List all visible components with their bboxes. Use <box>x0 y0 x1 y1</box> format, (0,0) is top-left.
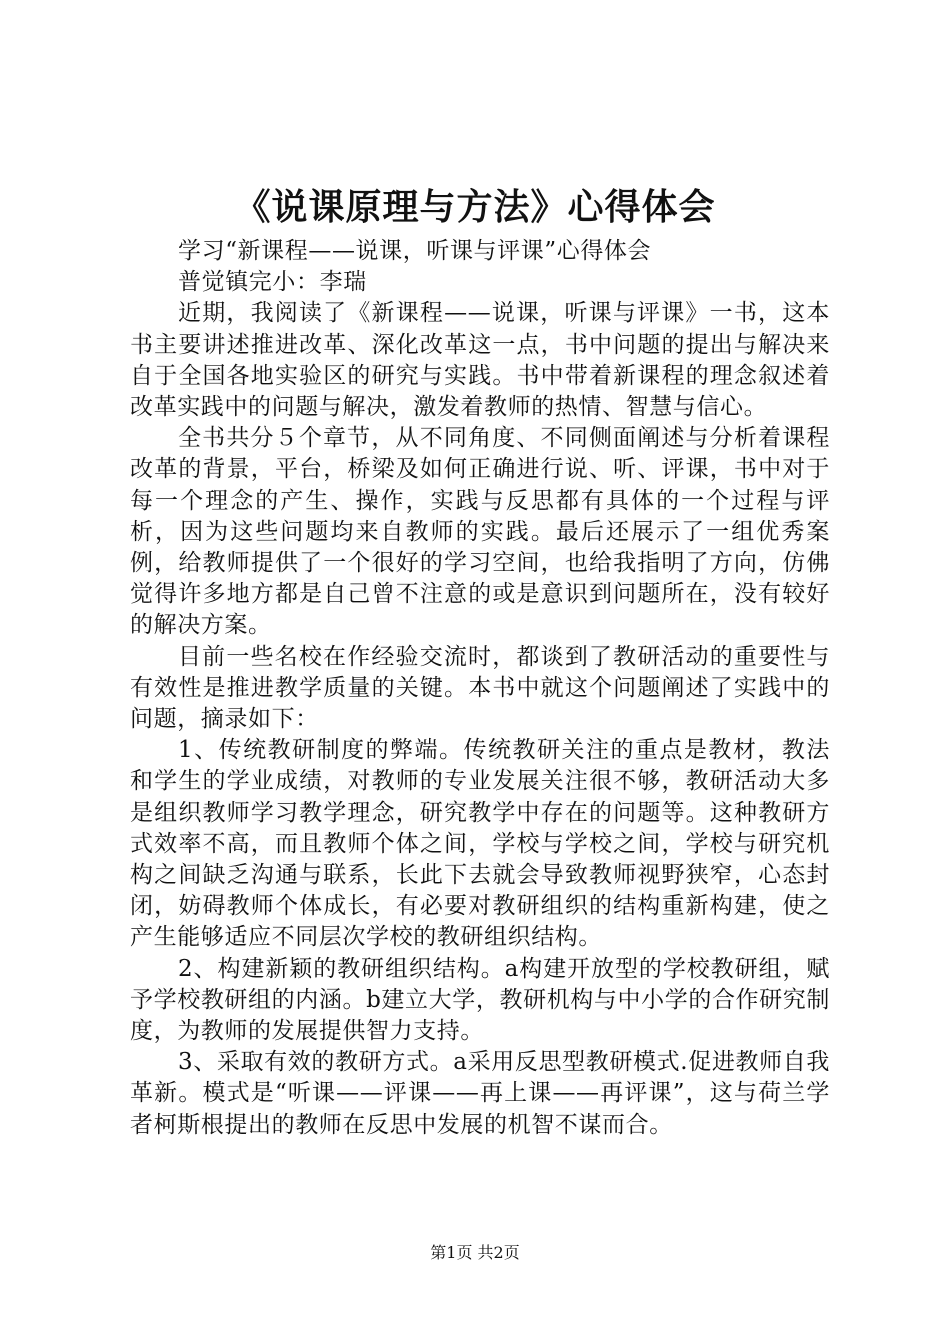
body-paragraph: 全书共分５个章节，从不同角度、不同侧面阐述与分析着课程改革的背景，平台，桥梁及如何正确进行说、听、评课，书中对于每一个理念的产生、操作，实践与反思都有具体的一个过程与评析，因为这些问题均来自教师的实践。最后还展示了一组优秀案例，给教师提供了一个很好的学习空间，也给我指明了方向，仿佛觉得许多地方都是自己曾不注意的或是意识到问题所在，没有较好的解决方案。 <box>130 425 830 639</box>
subtitle-paragraph: 学习“新课程——说课，听课与评课”心得体会 <box>178 238 652 264</box>
body-paragraph: 近期，我阅读了《新课程——说课，听课与评课》一书，这本书主要讲述推进改革、深化改革这一点，书中问题的提出与解决来自于全国各地实验区的研究与实践。书中带着新课程的理念叙述着改革实践中的问题与解决，激发着教师的热情、智慧与信心。 <box>130 300 830 421</box>
body-paragraph: 目前一些名校在作经验交流时，都谈到了教研活动的重要性与有效性是推进教学质量的关键。本书中就这个问题阐述了实践中的问题，摘录如下： <box>130 643 830 733</box>
list-item-1: 1、传统教研制度的弊端。传统教研关注的重点是教材，教法和学生的学业成绩，对教师的专业发展关注很不够，教研活动大多是组织教师学习教学理念，研究教学中存在的问题等。这种教研方式效率不高，而且教师个体之间，学校与学校之间，学校与研究机构之间缺乏沟通与联系，长此下去就会导致教师视野狭窄，心态封闭，妨碍教师个体成长，有必要对教研组织的结构重新构建，使之产生能够适应不同层次学校的教研组织结构。 <box>130 737 830 951</box>
document-title: 《说课原理与方法》心得体会 <box>234 186 716 228</box>
author-line: 普觉镇完小：李瑞 <box>178 269 367 296</box>
page-footer: 第1页 共2页 <box>430 1243 520 1262</box>
list-item-3: 3、采取有效的教研方式。a采用反思型教研模式.促进教师自我革新。模式是“听课——评课——再上课——再评课”，这与荷兰学者柯斯根提出的教师在反思中发展的机智不谋而合。 <box>130 1049 830 1138</box>
list-item-2: 2、构建新颖的教研组织结构。a构建开放型的学校教研组，赋予学校教研组的内涵。b建立大学，教研机构与中小学的合作研究制度，为教师的发展提供智力支持。 <box>130 955 830 1045</box>
document-body <box>130 236 830 1141</box>
